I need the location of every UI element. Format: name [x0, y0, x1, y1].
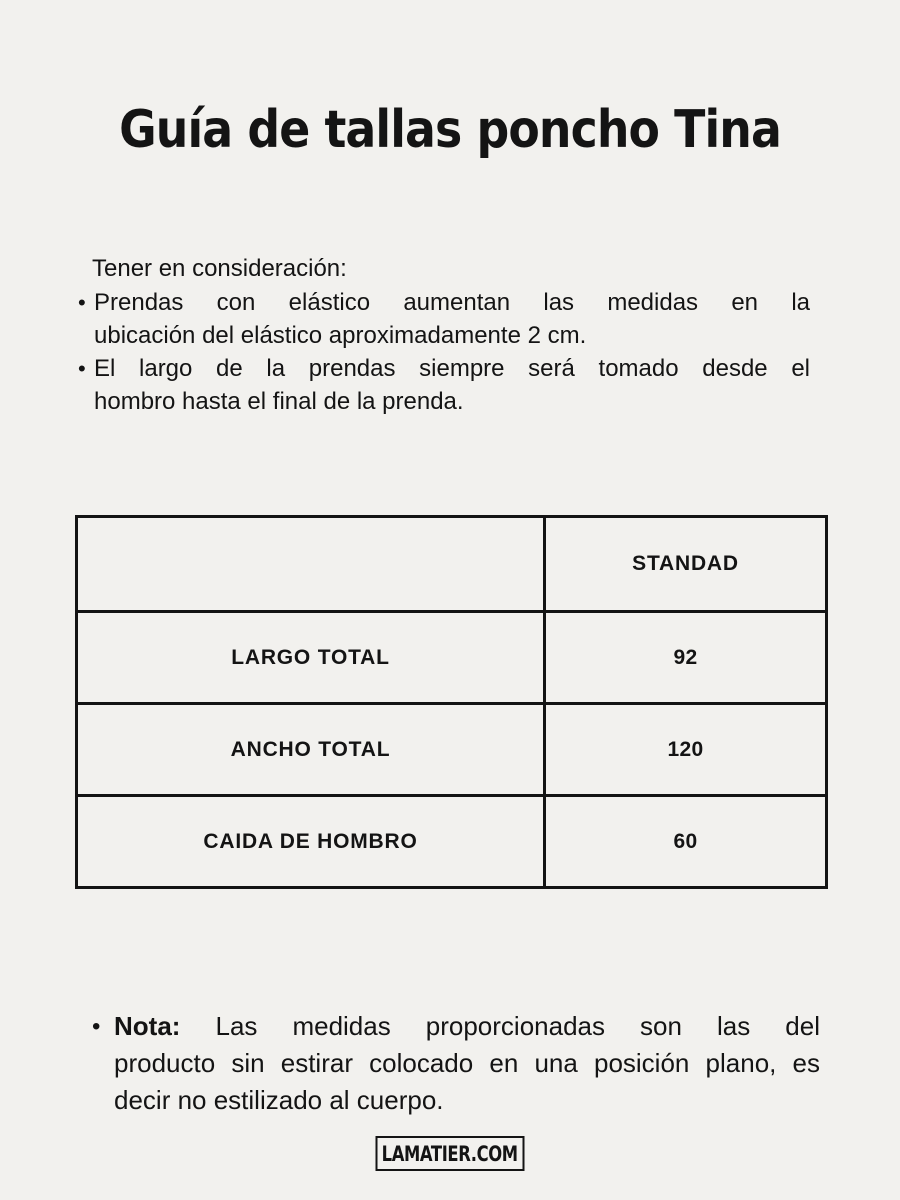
brand-box [376, 1136, 525, 1171]
note-line: decir no estilizado al cuerpo. [114, 1085, 444, 1115]
bullet-icon: • [78, 290, 86, 315]
note-section [92, 1008, 820, 1119]
consideration-line: El largo de la prendas siempre será tomado desde el [94, 355, 810, 382]
consideration-item [78, 352, 810, 418]
table-column-header: STANDAD [545, 517, 827, 612]
row-value-cell: 60 [545, 796, 827, 888]
size-table [75, 515, 828, 889]
table-row [77, 796, 827, 888]
note-line-text: Las medidas proporcionadas son las del [215, 1011, 820, 1041]
row-value-cell: 120 [545, 704, 827, 796]
consideration-line: hombro hasta el final de la prenda. [94, 388, 464, 415]
note-label: Nota: [114, 1011, 181, 1041]
row-label-cell: CAIDA DE HOMBRO [77, 796, 545, 888]
bullet-icon: • [78, 356, 86, 381]
table-row [77, 612, 827, 704]
consideration-line: ubicación del elástico aproximadamente 2 cm. [94, 322, 587, 349]
consideration-line: Prendas con elástico aumentan las medidas en la [94, 289, 810, 316]
bullet-icon: • [92, 1013, 101, 1040]
page-title-text: Guía de tallas poncho Tina [119, 100, 781, 160]
note-line [114, 1008, 820, 1045]
note-line: producto sin estirar colocado en una posición plano, es [114, 1048, 820, 1078]
considerations-heading: Tener en consideración: [92, 255, 347, 282]
consideration-text [94, 352, 810, 418]
brand-text: LAMATIER.COM [382, 1141, 518, 1166]
row-label-cell: ANCHO TOTAL [77, 704, 545, 796]
table-row [77, 704, 827, 796]
consideration-text [94, 286, 810, 352]
table-header-row [77, 517, 827, 612]
considerations-section [78, 252, 810, 418]
table-corner-cell [77, 517, 545, 612]
row-label-cell: LARGO TOTAL [77, 612, 545, 704]
page-title [0, 98, 900, 162]
note-text [114, 1008, 820, 1119]
row-value-cell: 92 [545, 612, 827, 704]
note-item [92, 1008, 820, 1119]
consideration-item [78, 286, 810, 352]
